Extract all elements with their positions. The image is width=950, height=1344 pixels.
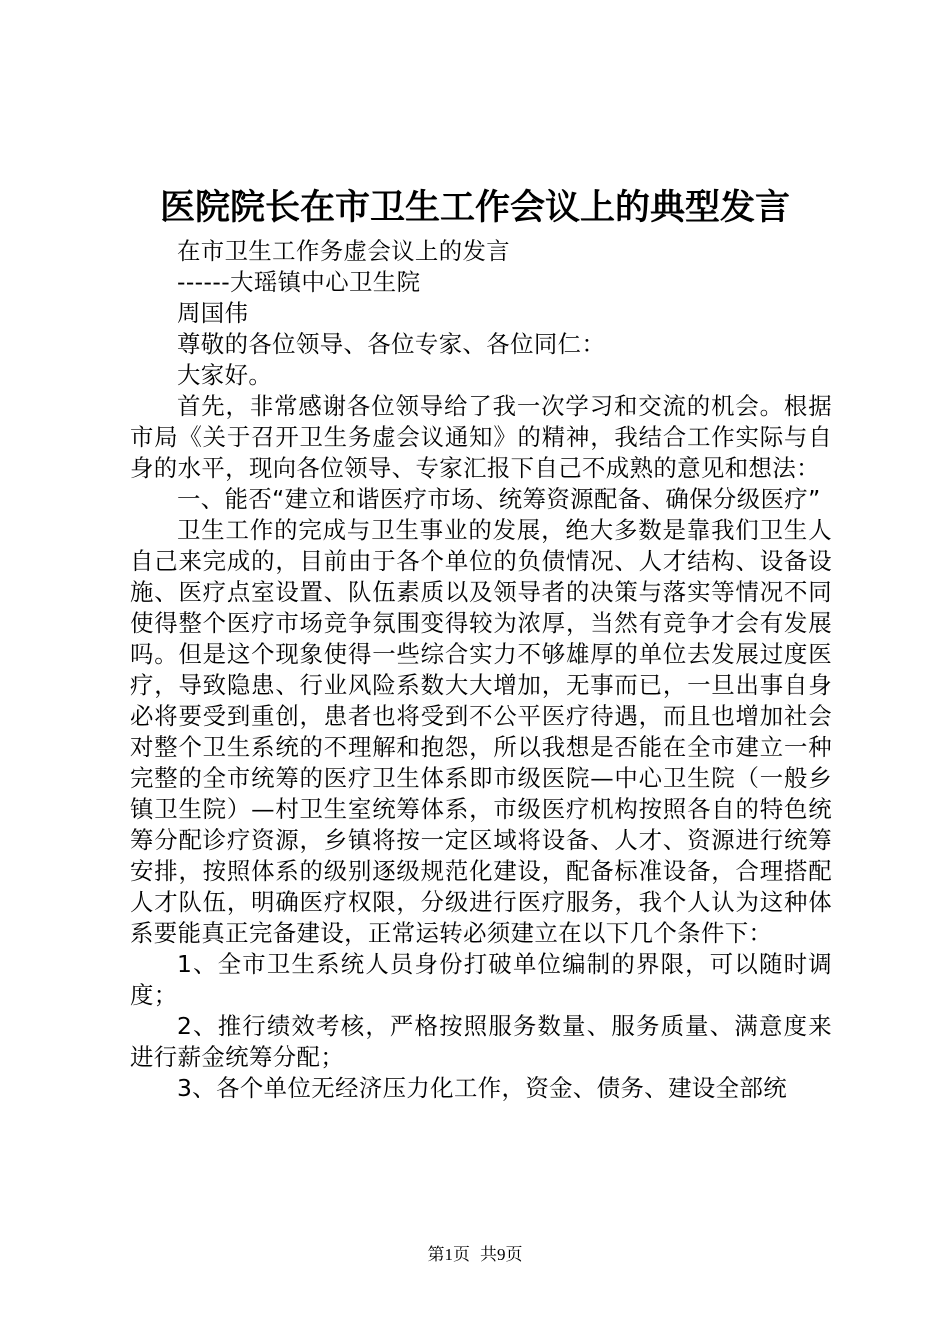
- page-total: 共9页: [480, 1245, 523, 1264]
- salutation: 尊敬的各位领导、各位专家、各位同仁：: [177, 330, 606, 358]
- paragraph-intro: 首先，非常感谢各位领导给了我一次学习和交流的机会。根据市局《关于召开卫生务虚会议通知》的精神，我结合工作实际与自身的水平，现向各位领导、专家汇报下自己不成熟的意见和想法：: [130, 392, 832, 482]
- greeting: 大家好。: [177, 361, 273, 389]
- condition-item-3: 3、各个单位无经济压力化工作，资金、债务、建设全部统: [177, 1074, 788, 1102]
- condition-item-2: 2、推行绩效考核，严格按照服务数量、服务质量、满意度来进行薪金统筹分配；: [130, 1012, 832, 1071]
- paragraph-main: 卫生工作的完成与卫生事业的发展，绝大多数是靠我们卫生人自己来完成的，目前由于各个单位的负债情况、人才结构、设备设施、医疗点室设置、队伍素质以及领导者的决策与落实等情况不同使得整个医疗市场竞争氛围变得较为浓厚，当然有竞争才会有发展吗。但是这个现象使得一些综合实力不够雄厚的单位去发展过度医疗，导致隐患、行业风险系数大大增加，无事而已，一旦出事自身必将要受到重创，患者也将受到不公平医疗待遇，而且也增加社会对整个卫生系统的不理解和抱怨，所以我想是否能在全市建立一种完整的全市统筹的医疗卫生体系即市级医院—中心卫生院（一般乡镇卫生院）—村卫生室统筹体系，市级医疗机构按照各自的特色统筹分配诊疗资源，乡镇将按一定区域将设备、人才、资源进行统筹安排，按照体系的级别逐级规范化建设，配备标准设备，合理搭配人才队伍，明确医疗权限，分级进行医疗服务，我个人认为这种体系要能真正完备建设，正常运转必须建立在以下几个条件下：: [130, 516, 832, 947]
- speaker-organization: ------大瑶镇中心卫生院: [177, 268, 421, 296]
- speech-heading: 在市卫生工作务虚会议上的发言: [177, 237, 511, 265]
- document-body: [130, 236, 832, 1104]
- page-number: 第1页: [427, 1245, 470, 1264]
- page-footer: [0, 1244, 950, 1266]
- section-heading-1: 一、能否“建立和谐医疗市场、统筹资源配备、确保分级医疗”: [177, 485, 821, 513]
- condition-item-1: 1、全市卫生系统人员身份打破单位编制的界限，可以随时调度；: [130, 950, 832, 1009]
- document-title: 医院院长在市卫生工作会议上的典型发言: [159, 187, 790, 228]
- speaker-name: 周国伟: [177, 299, 249, 327]
